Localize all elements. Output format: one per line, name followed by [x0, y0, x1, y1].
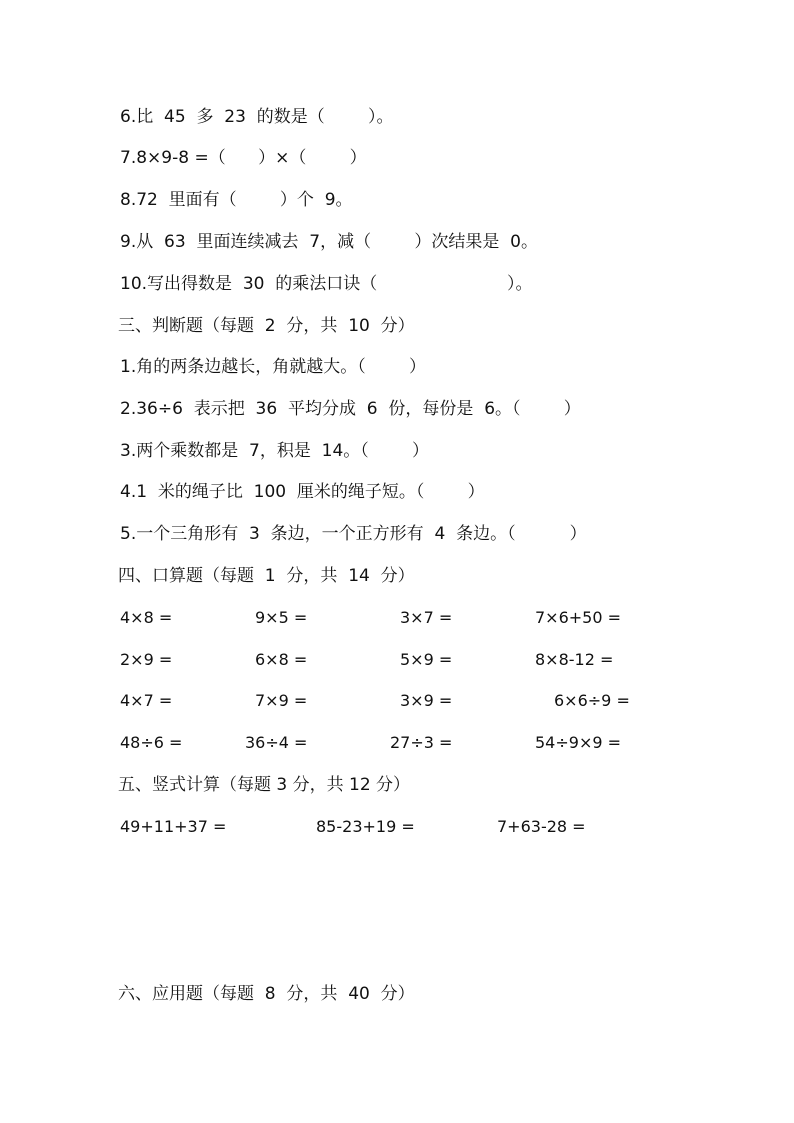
question-8: 8.72 里面有（ ）个 9。	[120, 190, 353, 210]
judge-item-5: 5.一个三角形有 3 条边，一个正方形有 4 条边。（ ）	[120, 524, 587, 544]
oral-calc-item: 7×6+50 =	[535, 608, 622, 627]
section-4-title: 四、口算题（每题 1 分，共 14 分）	[118, 566, 415, 586]
oral-calc-item: 36÷4 =	[245, 733, 308, 752]
question-7: 7.8×9-8 =（ ）×（ ）	[120, 148, 367, 168]
oral-calc-item: 27÷3 =	[390, 733, 453, 752]
oral-calc-item: 7×9 =	[255, 691, 308, 710]
vertical-calc-item: 49+11+37 =	[120, 817, 227, 836]
oral-calc-item: 48÷6 =	[120, 733, 183, 752]
section-5-title: 五、竖式计算（每题 3 分，共 12 分）	[118, 775, 411, 795]
oral-calc-item: 4×7 =	[120, 691, 173, 710]
question-9: 9.从 63 里面连续减去 7，减（ ）次结果是 0。	[120, 232, 538, 252]
oral-calc-item: 2×9 =	[120, 650, 173, 669]
oral-calc-item: 5×9 =	[400, 650, 453, 669]
judge-item-1: 1.角的两条边越长，角就越大。（ ）	[120, 357, 426, 377]
judge-item-4: 4.1 米的绳子比 100 厘米的绳子短。（ ）	[120, 482, 485, 502]
question-6: 6.比 45 多 23 的数是（ ）。	[120, 107, 394, 127]
oral-calc-item: 9×5 =	[255, 608, 308, 627]
oral-calc-item: 3×7 =	[400, 608, 453, 627]
question-10: 10.写出得数是 30 的乘法口诀（ ）。	[120, 274, 533, 294]
oral-calc-item: 3×9 =	[400, 691, 453, 710]
oral-calc-item: 4×8 =	[120, 608, 173, 627]
oral-calc-item: 8×8-12 =	[535, 650, 614, 669]
oral-calc-item: 6×6÷9 =	[554, 691, 630, 710]
section-6-title: 六、应用题（每题 8 分，共 40 分）	[118, 984, 415, 1004]
oral-calc-item: 6×8 =	[255, 650, 308, 669]
vertical-calc-item: 7+63-28 =	[497, 817, 586, 836]
judge-item-2: 2.36÷6 表示把 36 平均分成 6 份，每份是 6。（ ）	[120, 399, 581, 419]
vertical-calc-item: 85-23+19 =	[316, 817, 415, 836]
oral-calc-item: 54÷9×9 =	[535, 733, 622, 752]
judge-item-3: 3.两个乘数都是 7，积是 14。（ ）	[120, 441, 430, 461]
section-3-title: 三、判断题（每题 2 分，共 10 分）	[118, 316, 415, 336]
